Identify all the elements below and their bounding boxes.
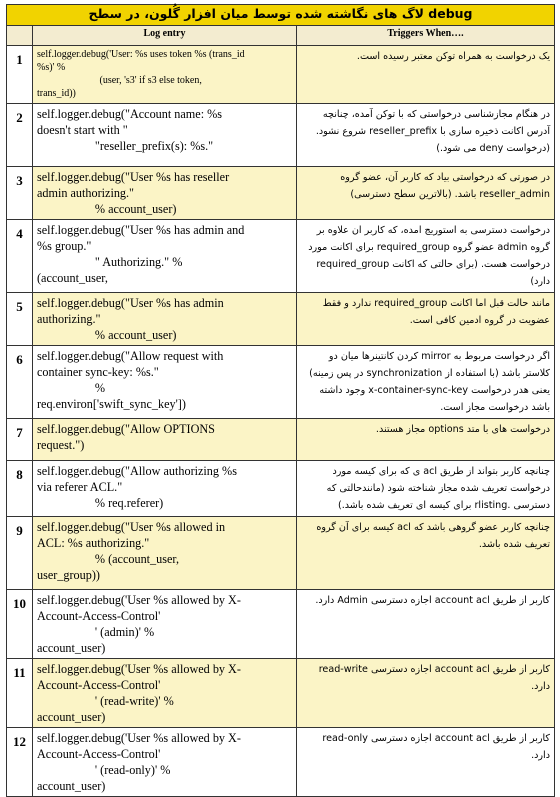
log-entry: self.logger.debug('User %s allowed by X- Account-Access-Control' ' (admin)' % account_user) bbox=[33, 590, 297, 659]
row-number: 5 bbox=[7, 293, 33, 346]
trigger-description: کاربر از طریق account acl اجازه دسترسی read-only دارد. bbox=[297, 728, 555, 797]
log-entry: self.logger.debug('User %s allowed by X- Account-Access-Control' ' (read-only)' % account_user) bbox=[33, 728, 297, 797]
log-entry: self.logger.debug("User %s has reseller admin authorizing." % account_user) bbox=[33, 167, 297, 220]
table-row bbox=[7, 659, 555, 728]
table-row bbox=[7, 46, 555, 104]
log-entry: self.logger.debug("User %s has admin and %s group." " Authorizing." % (account_user, bbox=[33, 220, 297, 293]
table-row bbox=[7, 293, 555, 346]
debug-log-table-container bbox=[6, 4, 554, 797]
trigger-description: یک درخواست به همراه توکن معتبر رسیده است. bbox=[297, 46, 555, 104]
table-row bbox=[7, 220, 555, 293]
trigger-description: چنانچه کاربر بتواند از طریق acl ی که برای کیسه مورد درخواست تعریف شده مجاز شناخته شود (مانندحالتی که دسترسی .rlisting برای کیسه ای تعریف شده باشد.) bbox=[297, 461, 555, 517]
log-entry: self.logger.debug('User: %s uses token %s (trans_id %s)' % (user, 's3' if s3 else token, trans_id)) bbox=[33, 46, 297, 104]
row-number: 3 bbox=[7, 167, 33, 220]
row-number: 1 bbox=[7, 46, 33, 104]
table-row bbox=[7, 517, 555, 590]
trigger-description: چنانچه کاربر عضو گروهی باشد که acl کیسه برای آن گروه تعریف شده باشد. bbox=[297, 517, 555, 590]
header-log-entry: Log entry bbox=[33, 26, 297, 46]
row-number: 8 bbox=[7, 461, 33, 517]
row-number: 9 bbox=[7, 517, 33, 590]
trigger-description: کاربر از طریق account acl اجازه دسترسی Admin دارد. bbox=[297, 590, 555, 659]
table-row bbox=[7, 590, 555, 659]
log-entry: self.logger.debug("Account name: %s doesn't start with " "reseller_prefix(s): %s." bbox=[33, 104, 297, 167]
log-entry: self.logger.debug("Allow authorizing %s via referer ACL." % req.referer) bbox=[33, 461, 297, 517]
trigger-description: درخواست های با متد options مجاز هستند. bbox=[297, 419, 555, 461]
log-entry: self.logger.debug('User %s allowed by X- Account-Access-Control' ' (read-write)' % account_user) bbox=[33, 659, 297, 728]
row-number: 2 bbox=[7, 104, 33, 167]
debug-log-table bbox=[6, 4, 555, 797]
row-number: 4 bbox=[7, 220, 33, 293]
row-number: 7 bbox=[7, 419, 33, 461]
row-number: 10 bbox=[7, 590, 33, 659]
log-entry: self.logger.debug("User %s allowed in ACL: %s authorizing." % (account_user, user_group)) bbox=[33, 517, 297, 590]
log-entry: self.logger.debug("Allow request with container sync-key: %s." % req.environ['swift_sync_key']) bbox=[33, 346, 297, 419]
table-row bbox=[7, 167, 555, 220]
header-triggers: Triggers When…. bbox=[297, 26, 555, 46]
table-title: لاگ های نگاشته شده توسط میان افزار گُلون، در سطح debug bbox=[7, 5, 555, 26]
header-number bbox=[7, 26, 33, 46]
trigger-description: در هنگام مجازشناسی درخواستی که با توکن آمده، چنانچه آدرس اکانت ذخیره سازی با reseller_prefix شروع نشود. (درخواست deny می شود.) bbox=[297, 104, 555, 167]
table-row bbox=[7, 419, 555, 461]
table-row bbox=[7, 104, 555, 167]
log-entry: self.logger.debug("User %s has admin authorizing." % account_user) bbox=[33, 293, 297, 346]
trigger-description: درخواست دسترسی به استوریج امده، که کاربر ان علاوه بر گروه admin عضو گروه required_group برای اکانت مورد درخواست هست. (برای حالتی که اکانت required_group دارد) bbox=[297, 220, 555, 293]
row-number: 6 bbox=[7, 346, 33, 419]
table-row bbox=[7, 728, 555, 797]
row-number: 11 bbox=[7, 659, 33, 728]
trigger-description: در صورتی که درخواستی بیاد که کاربر آن، عضو گروه reseller_admin باشد. (بالاترین سطح دسترسی) bbox=[297, 167, 555, 220]
table-row bbox=[7, 346, 555, 419]
row-number: 12 bbox=[7, 728, 33, 797]
trigger-description: کاربر از طریق account acl اجازه دسترسی read-write دارد. bbox=[297, 659, 555, 728]
table-row bbox=[7, 461, 555, 517]
trigger-description: مانند حالت قبل اما اکانت required_group ندارد و فقط عضویت در گروه ادمین کافی است. bbox=[297, 293, 555, 346]
trigger-description: اگر درخواست مربوط به mirror کردن کانتینرها میان دو کلاستر باشد (با استفاده از synchronization در پس زمینه) یعنی هدر درخواست x-container-sync-key وجود داشته باشد درخواست مجاز است. bbox=[297, 346, 555, 419]
log-entry: self.logger.debug("Allow OPTIONS request.") bbox=[33, 419, 297, 461]
